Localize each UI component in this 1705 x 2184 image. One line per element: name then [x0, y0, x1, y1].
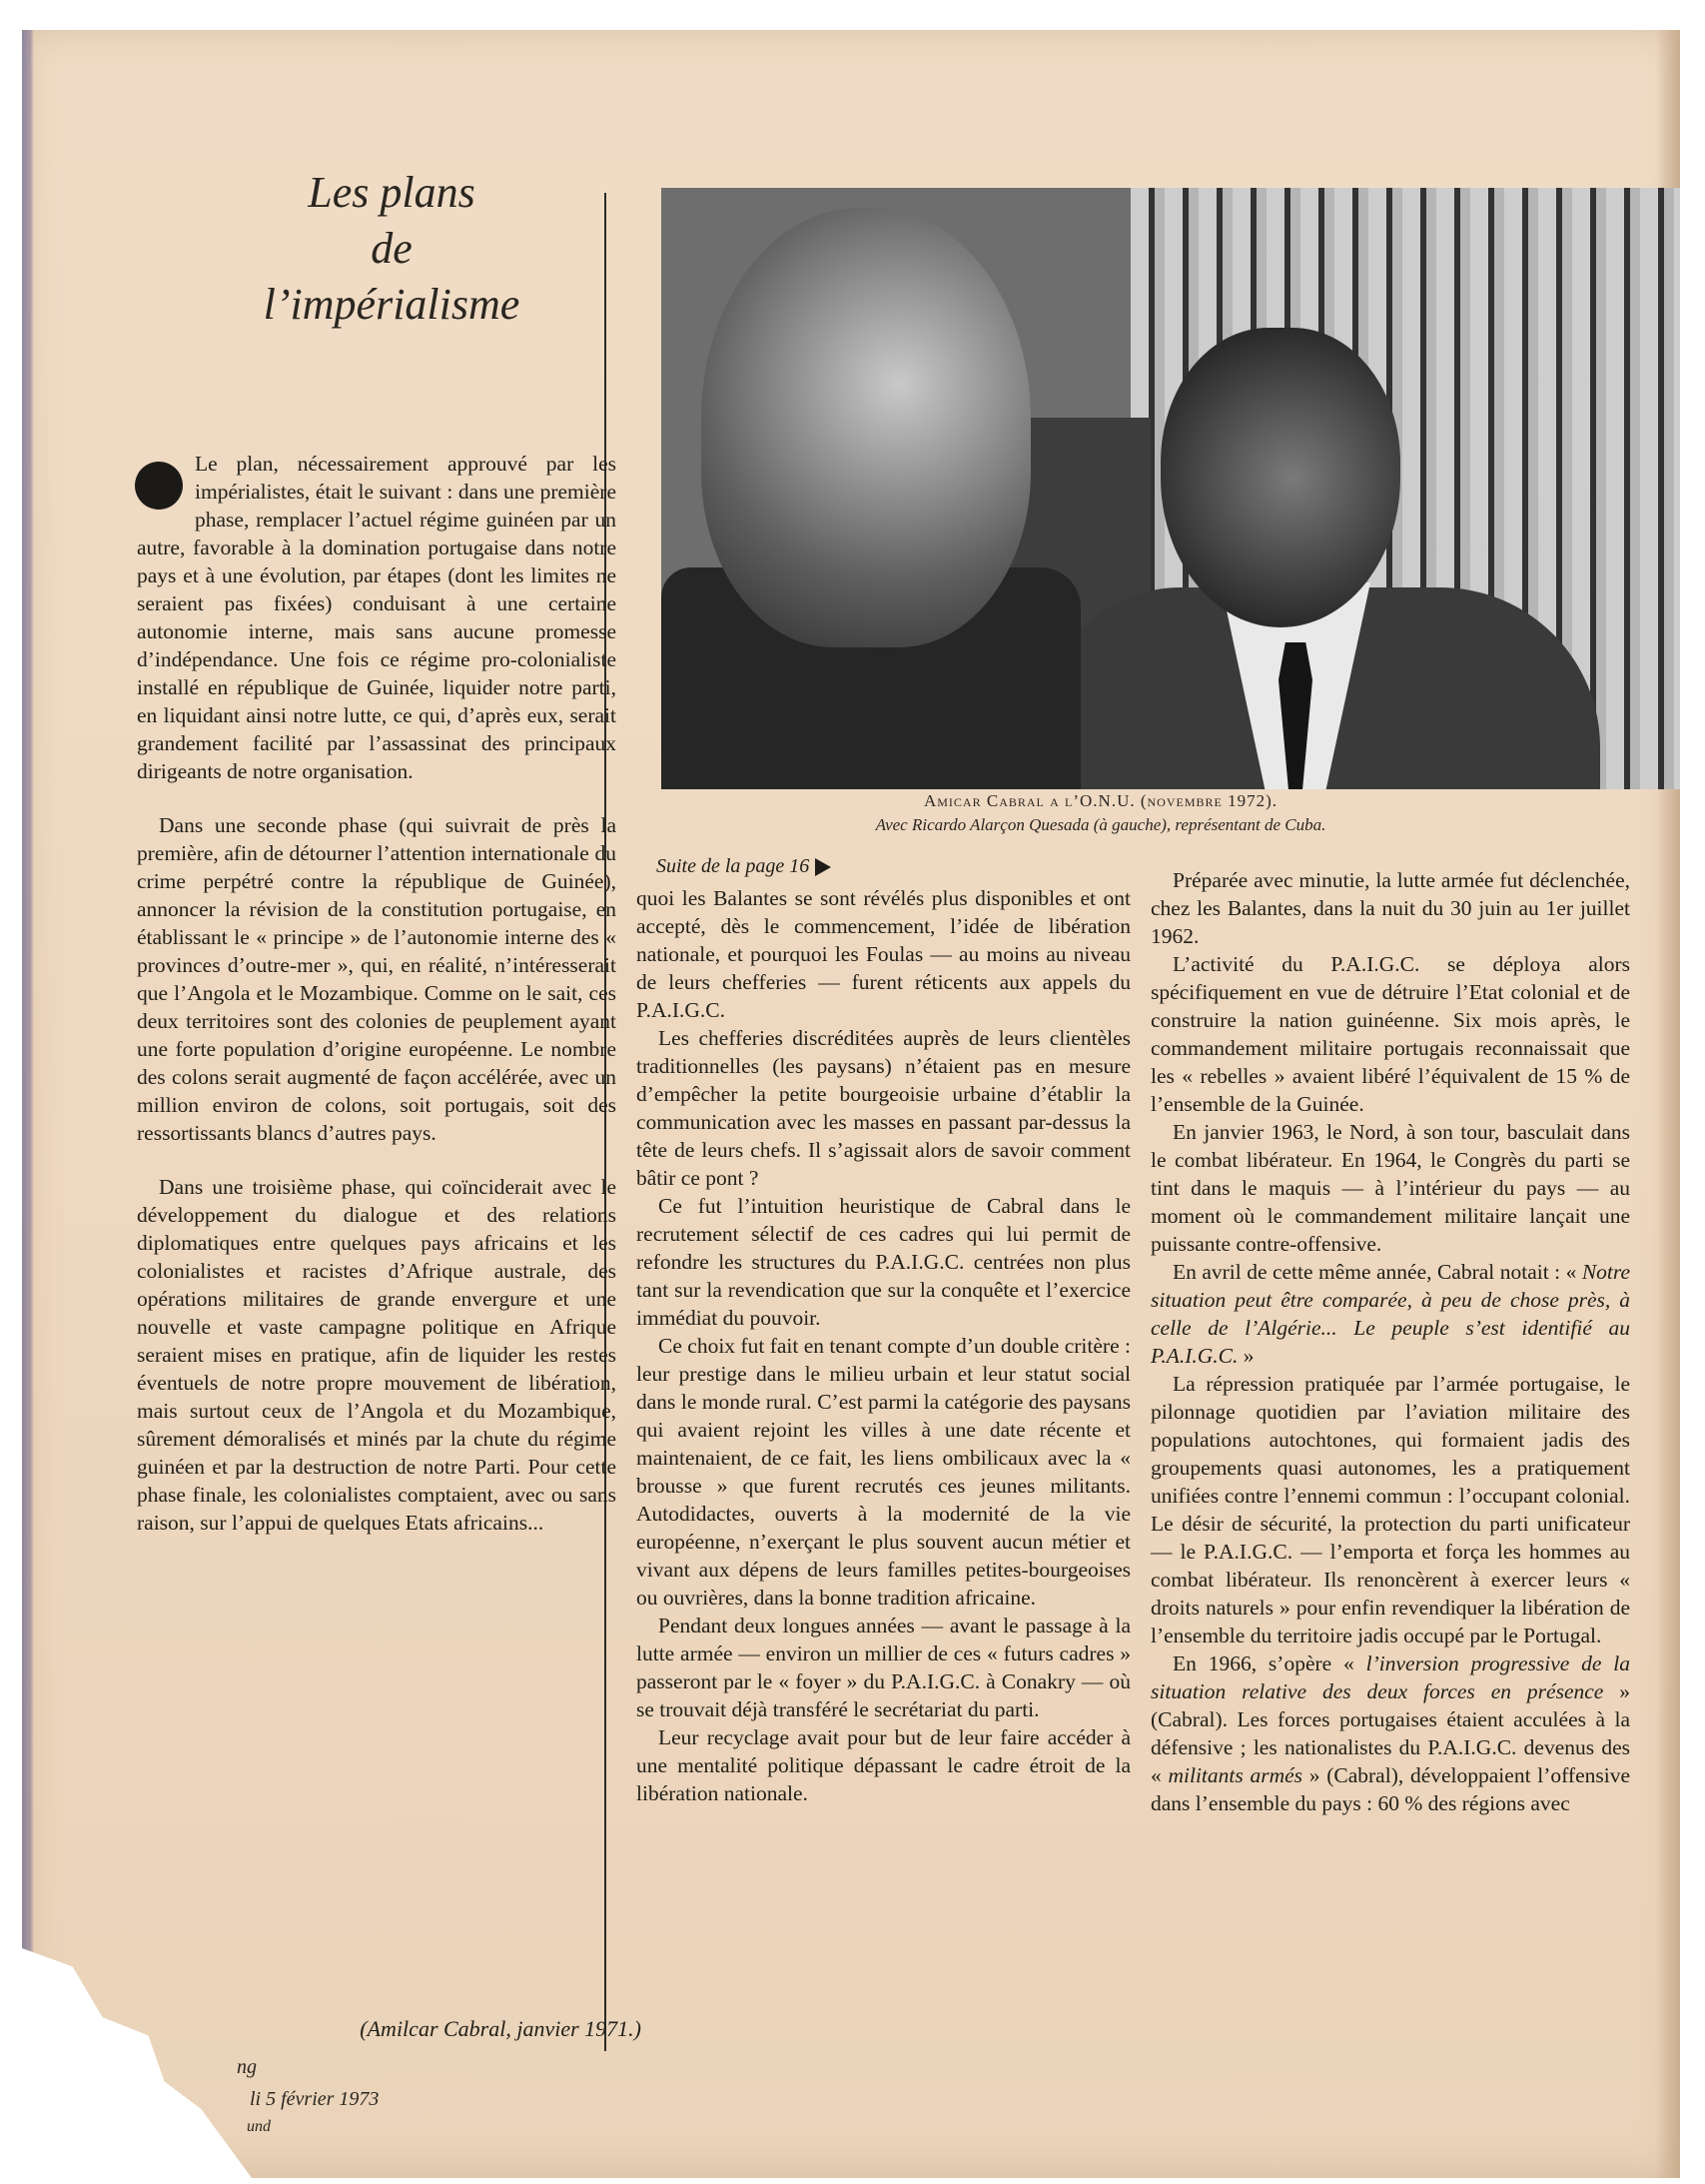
- paragraph: En 1966, s’opère « l’inversion progressive de la situation relative des deux forces en présence » (Cabral). Les forces portugaises étaient acculées à la défensive ; les nationalistes du P.A.I.G.C. devenus des « militants armés » (Cabral), développaient l’offensive dans l’ensemble du pays : 60 % des régions avec: [1151, 1651, 1631, 1815]
- signature: (Amilcar Cabral, janvier 1971.): [360, 2016, 641, 2041]
- paragraph: Préparée avec minutie, la lutte armée fut déclenchée, chez les Balantes, dans la nuit du 30 juin au 1er juillet 1962.: [1151, 868, 1630, 948]
- paragraph: Le plan, nécessairement approuvé par les impérialistes, était le suivant : dans une première phase, remplacer l’actuel régime guinéen par un autre, favorable à la domination portugaise dans notre pays et à une évolution, par étapes (dont les limites ne seraient pas fixées) conduisant à une certaine autonomie interne, mais sans aucune promesse d’indépendance. Une fois ce régime pro-colonialiste installé en république de Guinée, liquider notre parti, en liquidant ainsi notre lutte, ce qui, d’après eux, serait grandement facilité par l’assassinat des principaux dirigeants de notre organisation.: [137, 452, 616, 783]
- photo: [661, 188, 1680, 789]
- photo-person-left-head: [701, 208, 1031, 647]
- column-right: [1151, 866, 1630, 1817]
- paragraph: En avril de cette même année, Cabral notait : « Notre situation peut être comparée, à peu de chose près, à celle de l’Algérie... Le peuple s’est identifié au P.A.I.G.C. »: [1151, 1260, 1630, 1368]
- paragraph: Ce choix fut fait en tenant compte d’un double critère : leur prestige dans le milieu urbain et leur statut social dans le monde rural. C’est parmi la catégorie des paysans qui avaient rejoint les villes à une date récente et maintenaient, de ce fait, les liens ombilicaux avec la « brousse » que furent recrutés ces jeunes militants. Autodidactes, ouverts à la modernité de la vie européenne, n’exerçant le plus souvent aucun métier et vivant aux dépens de leurs familles petites-bourgeoises ou ouvrières, dans la bonne tradition africaine.: [636, 1334, 1131, 1610]
- torn-corner: [22, 1948, 252, 2178]
- page-spine: [22, 30, 34, 2178]
- arrow-right-icon: [815, 858, 831, 876]
- column-middle: [636, 884, 1131, 1807]
- paragraph: Les chefferies discréditées auprès de leurs clientèles traditionnelles (les paysans) n’étaient pas en mesure d’empêcher la petite bourgeoisie urbaine d’établir la communication avec les masses en passant par-dessus la tête de leurs chefs. Il s’agissait alors de savoir comment bâtir ce pont ?: [636, 1026, 1131, 1190]
- page-fragment: ng: [237, 2056, 257, 2078]
- magazine-page: [22, 30, 1680, 2178]
- bullet-dot: [135, 462, 183, 510]
- paragraph: Ce fut l’intuition heuristique de Cabral dans le recrutement sélectif de ces cadres qui lui permit de refondre les structures du P.A.I.G.C. centrées non plus tant sur la revendication que sur la conquête et l’exercice immédiat du pouvoir.: [636, 1194, 1131, 1330]
- paragraph: La répression pratiquée par l’armée portugaise, le pilonnage quotidien par l’aviation militaire des populations autochtones, qui formaient jadis des groupements quasi autonomes, les a pratiquement unifiées contre l’ennemi commun : l’occupant colonial. Le désir de sécurité, la protection du parti unificateur — le P.A.I.G.C. — l’emporta et força les hommes au combat libérateur. Ils renoncèrent à exercer leurs « droits naturels » pour enfin revendiquer la libération de l’ensemble du territoire jadis occupé par le Portugal.: [1151, 1372, 1630, 1647]
- paragraph: Pendant deux longues années — avant le passage à la lutte armée — environ un millier de ces « futurs cadres » passeront par le « foyer » du P.A.I.G.C. à Conakry — où se trouvait déjà transféré le secrétariat du parti.: [636, 1614, 1131, 1721]
- photo-caption: Amicar Cabral a l’O.N.U. (novembre 1972). Avec Ricardo Alarçon Quesada (à gauche), représentant de Cuba.: [875, 791, 1326, 834]
- paragraph: Dans une seconde phase (qui suivrait de près la première, afin de détourner l’attention internationale du crime perpétré contre la république de Guinée), annoncer la révision de la constitution portugaise, en établissant le « principe » de l’autonomie interne des « provinces d’outre-mer », qui, en réalité, n’intéresserait que l’Angola et le Mozambique. Comme on le sait, ces deux territoires sont des colonies de peuplement ayant une forte population d’origine européenne. Le nombre des colons serait augmenté de façon accélérée, avec un million environ de colons, soit portugais, soit des ressortissants blancs d’autres pays.: [137, 813, 616, 1145]
- photo-person-right-head: [1161, 328, 1400, 627]
- paragraph: Leur recyclage avait pour but de leur faire accéder à une mentalité politique dépassant le cadre étroit de la libération nationale.: [636, 1725, 1131, 1805]
- paragraph: L’activité du P.A.I.G.C. se déploya alors spécifiquement en vue de détruire l’Etat colonial et de construire la nation guinéenne. Six mois après, le commandement militaire portugais reconnaissait que les « rebelles » avaient libéré l’équivalent de 15 % de l’ensemble de la Guinée.: [1151, 952, 1630, 1116]
- paragraph: quoi les Balantes se sont révélés plus disponibles et ont accepté, dès le commencement, l’idée de libération nationale, et pourquoi les Foulas — au moins au niveau de leurs chefferies — furent réticents aux appels du P.A.I.G.C.: [636, 886, 1131, 1022]
- page-fragment: und: [247, 2118, 271, 2135]
- paragraph: Dans une troisième phase, qui coïnciderait avec le développement du dialogue et des relations diplomatiques entre quelques pays africains et les colonialistes et racistes d’Afrique australe, des opérations militaires de grande envergure et une nouvelle et vaste campagne politique en Afrique seraient mises en pratique, afin de liquider les restes éventuels de notre propre mouvement de libération, mais surtout ceux de l’Angola et du Mozambique, sûrement démoralisés et minés par la chute du régime guinéen et par la destruction de notre Parti. Pour cette phase finale, les colonialistes comptaient, avec ou sans raison, sur l’appui de quelques Etats africains...: [137, 1175, 616, 1535]
- continuation-label: Suite de la page 16: [656, 855, 831, 878]
- article-title: Les plans de l’impérialisme: [263, 168, 520, 329]
- page-date: li 5 février 1973: [250, 2088, 380, 2110]
- column-left: [137, 450, 616, 1563]
- paragraph: En janvier 1963, le Nord, à son tour, basculait dans le combat libérateur. En 1964, le Congrès du parti se tint dans le maquis — à l’intérieur du pays — au moment où le commandement militaire lançait une puissante contre-offensive.: [1151, 1120, 1630, 1256]
